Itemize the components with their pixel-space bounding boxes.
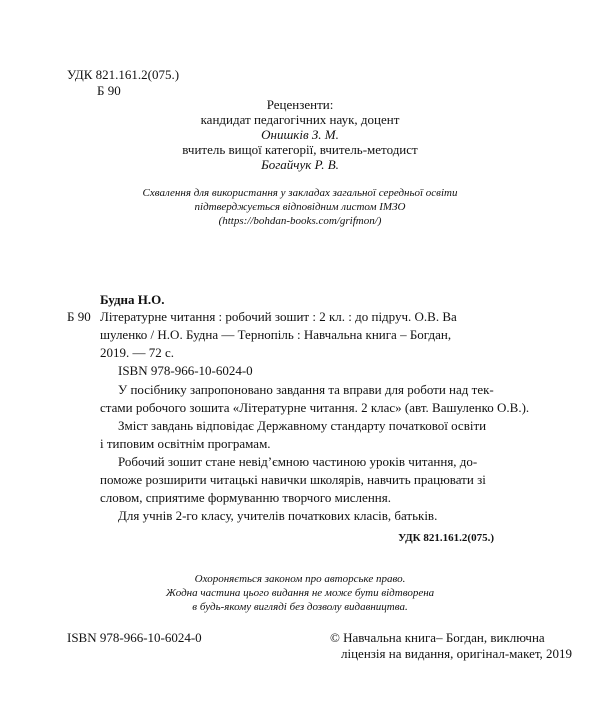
description-p1-line1: У посібнику запропоновано завдання та вправи для роботи над тек- [118,382,494,397]
description-p3-line1: Робочий зошит стане невід’ємною частиною уроків читання, до- [118,454,478,469]
reviewer-2-name: Богайчук Р. В. [261,157,339,172]
copyright-notice-line-1: Охороняється законом про авторське право. [194,573,406,585]
catalog-line-1: Літературне читання : робочий зошит : 2 кл. : до підруч. О.В. Ва [100,309,457,324]
reviewer-1-name: Онишків З. М. [261,127,339,142]
reviewer-2-title: вчитель вищої категорії, вчитель-методист [182,142,418,157]
catalog-line-2: шуленко / Н.О. Будна — Тернопіль : Навчальна книга – Богдан, [100,327,452,342]
approval-line-2: підтверджується відповідним листом ІМЗО [194,201,406,213]
footer-publisher-line-2: ліцензія на видання, оригінал-макет, 2019 [341,646,573,661]
description-p4: Для учнів 2-го класу, учителів початкових класів, батьків. [118,508,438,523]
footer-publisher-line-1: © Навчальна книга– Богдан, виключна [330,630,545,645]
description-p3-line2: поможе розширити читацькі навички школярів, навчить працювати зі [100,472,486,487]
description-p2-line1: Зміст завдань відповідає Державному стандарту початкової освіти [118,418,487,433]
copyright-notice-line-3: в будь-якому вигляді без дозволу видавництва. [192,601,408,613]
reviewers-heading: Рецензенти: [266,97,334,112]
catalog-author: Будна Н.О. [100,292,165,307]
bbk-code: Б 90 [97,83,121,98]
catalog-isbn: ISBN 978-966-10-6024-0 [118,363,253,378]
description-p3-line3: словом, сприятиме формуванню творчого мислення. [100,490,391,505]
udk-header: УДК 821.161.2(075.) [67,67,180,82]
approval-line-3: (https://bohdan-books.com/grifmon/) [218,215,382,227]
udk-bottom: УДК 821.161.2(075.) [398,532,494,544]
reviewer-1-title: кандидат педагогічних наук, доцент [200,112,400,127]
catalog-line-3: 2019. — 72 с. [100,345,175,360]
copyright-notice-line-2: Жодна частина цього видання не може бути відтворена [165,587,435,599]
description-p1-line2: стами робочого зошита «Літературне читання. 2 клас» (авт. Вашуленко О.В.). [100,400,530,415]
approval-line-1: Схвалення для використання у закладах загальної середньої освіти [142,187,458,199]
footer-isbn: ISBN 978-966-10-6024-0 [67,630,202,645]
description-p2-line2: і типовим освітнім програмам. [100,436,271,451]
catalog-code: Б 90 [67,309,91,324]
